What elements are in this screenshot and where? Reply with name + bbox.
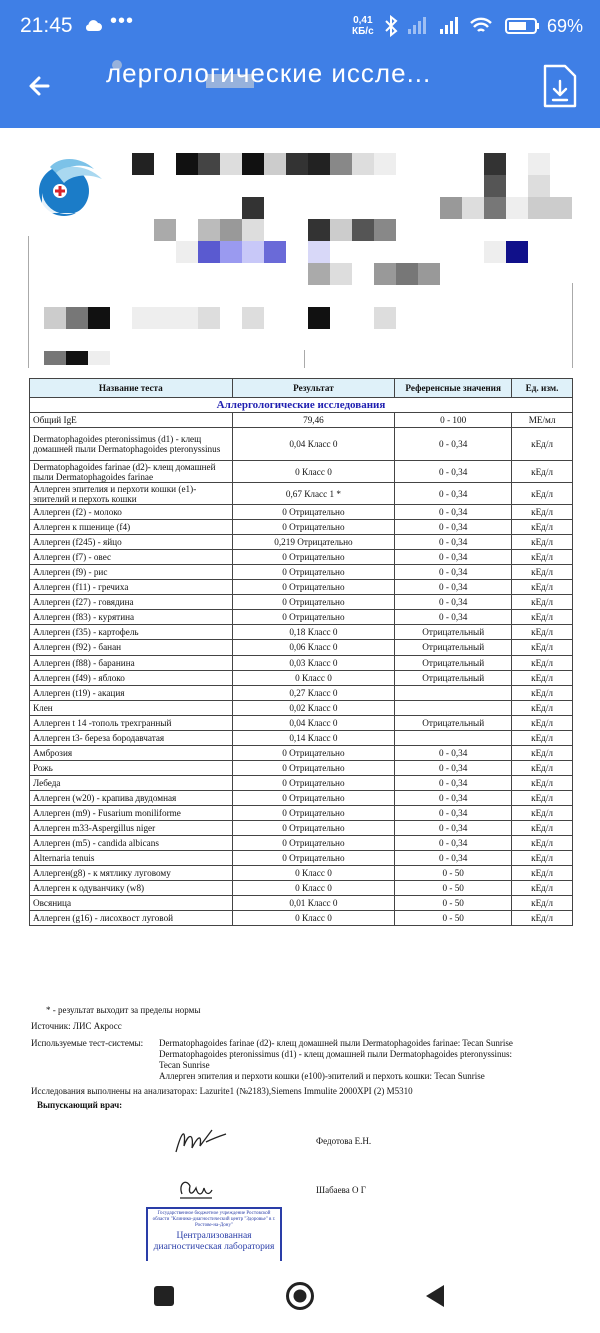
table-row (30, 685, 573, 700)
table-row (30, 520, 573, 535)
cell-test-name: Аллерген (f92) - банан (30, 640, 233, 655)
cell-test-name: Аллерген(g8) - к мятлику луговому (30, 866, 233, 881)
cell-test-name: Аллерген (f27) - говядина (30, 595, 233, 610)
cell-unit: кЕд/л (512, 851, 573, 866)
cell-result: 0 Класс 0 (232, 911, 395, 926)
cell-test-name: Рожь (30, 760, 233, 775)
cell-reference: Отрицательный (395, 670, 512, 685)
cell-result: 0,14 Класс 0 (232, 730, 395, 745)
table-header-row (30, 379, 573, 398)
back-arrow-icon[interactable] (22, 68, 58, 104)
cell-test-name: Аллерген (f2) - молоко (30, 505, 233, 520)
cell-result: 79,46 (232, 413, 395, 428)
network-speed-unit: КБ/с (352, 26, 374, 37)
table-row (30, 821, 573, 836)
cell-result: 0 Отрицательно (232, 610, 395, 625)
cell-unit: кЕд/л (512, 535, 573, 550)
table-row (30, 700, 573, 715)
table-row (30, 730, 573, 745)
cell-unit: кЕд/л (512, 760, 573, 775)
cell-reference: 0 - 100 (395, 413, 512, 428)
doctor-label: Выпускающий врач: (37, 1100, 123, 1110)
cell-unit: кЕд/л (512, 550, 573, 565)
cell-unit: кЕд/л (512, 565, 573, 580)
table-row (30, 625, 573, 640)
border-line (572, 283, 573, 368)
cell-reference: 0 - 0,34 (395, 836, 512, 851)
cell-reference: 0 - 0,34 (395, 505, 512, 520)
cell-result: 0 Отрицательно (232, 790, 395, 805)
cell-unit: кЕд/л (512, 896, 573, 911)
cell-unit: кЕд/л (512, 805, 573, 820)
cell-unit: кЕд/л (512, 730, 573, 745)
table-row (30, 483, 573, 505)
table-row (30, 428, 573, 461)
cell-reference: 0 - 0,34 (395, 775, 512, 790)
table-row (30, 715, 573, 730)
signal-icon-1 (408, 17, 426, 34)
cell-test-name: Овсяница (30, 896, 233, 911)
cell-test-name: Аллерген t3- береза бородавчатая (30, 730, 233, 745)
cell-test-name: Аллерген (m5) - candida albicans (30, 836, 233, 851)
table-row (30, 881, 573, 896)
cell-unit: кЕд/л (512, 595, 573, 610)
cell-reference: 0 - 0,34 (395, 790, 512, 805)
cell-reference: 0 - 0,34 (395, 595, 512, 610)
cell-unit: кЕд/л (512, 610, 573, 625)
cell-test-name: Dermatophagoides pteronissimus (d1) - клещ домашней пыли Dermatophagoides pteronyssinus (30, 428, 233, 461)
cell-reference: 0 - 0,34 (395, 461, 512, 483)
cell-unit: кЕд/л (512, 580, 573, 595)
border-line (304, 350, 305, 368)
cell-reference: 0 - 0,34 (395, 550, 512, 565)
signature-2 (176, 1176, 216, 1207)
signal-icon-2 (440, 17, 458, 34)
cell-reference: 0 - 0,34 (395, 520, 512, 535)
border-line (28, 236, 29, 368)
cell-result: 0 Класс 0 (232, 670, 395, 685)
test-system-line: Tecan Sunrise (159, 1060, 210, 1070)
cell-result: 0,01 Класс 0 (232, 896, 395, 911)
clinic-logo (30, 153, 112, 223)
cell-reference: 0 - 0,34 (395, 760, 512, 775)
cell-result: 0,04 Класс 0 (232, 715, 395, 730)
cell-test-name: Аллерген (f83) - курятина (30, 610, 233, 625)
table-row (30, 805, 573, 820)
signer-2-name: Шабаева О Г (316, 1185, 366, 1195)
cell-unit: кЕд/л (512, 483, 573, 505)
cell-result: 0 Отрицательно (232, 775, 395, 790)
table-row (30, 640, 573, 655)
cell-unit: кЕд/л (512, 700, 573, 715)
cell-result: 0,67 Класс 1 * (232, 483, 395, 505)
cell-test-name: Аллерген (f245) - яйцо (30, 535, 233, 550)
cell-unit: кЕд/л (512, 685, 573, 700)
navigation-bar (0, 1261, 600, 1333)
table-row (30, 760, 573, 775)
cell-test-name: Лебеда (30, 775, 233, 790)
cell-test-name: Аллерген (f11) - гречиха (30, 580, 233, 595)
cell-reference: Отрицательный (395, 625, 512, 640)
cell-test-name: Аллерген к одуванчику (w8) (30, 881, 233, 896)
table-row (30, 413, 573, 428)
cell-test-name: Амброзия (30, 745, 233, 760)
nav-back-icon[interactable] (424, 1283, 446, 1314)
analyzers-line: Исследования выполнены на анализаторах: Lazurite1 (№2183),Siemens Immulite 2000XPI (2) M5310 (31, 1086, 413, 1096)
cell-reference (395, 700, 512, 715)
table-row (30, 565, 573, 580)
cell-test-name: Аллерген эпителия и перхоти кошки (е1)-эпителий и перхоть кошки (30, 483, 233, 505)
table-row (30, 550, 573, 565)
cell-test-name: Аллерген m33-Aspergillus niger (30, 821, 233, 836)
cell-result: 0 Отрицательно (232, 520, 395, 535)
network-speed-value: 0,41 (353, 15, 373, 26)
cell-reference: 0 - 0,34 (395, 745, 512, 760)
cell-reference: 0 - 0,34 (395, 821, 512, 836)
cell-test-name: Аллерген (m9) - Fusarium moniliforme (30, 805, 233, 820)
status-bar (0, 0, 600, 52)
cell-result: 0 Отрицательно (232, 595, 395, 610)
cell-unit: МЕ/мл (512, 413, 573, 428)
cell-reference (395, 685, 512, 700)
download-icon[interactable] (541, 64, 577, 108)
cell-test-name: Dermatophagoides farinae (d2)- клещ домашней пыли Dermatophagoides farinae (30, 461, 233, 483)
header-result: Результат (232, 379, 395, 398)
cell-reference: 0 - 0,34 (395, 565, 512, 580)
table-row (30, 896, 573, 911)
cell-unit: кЕд/л (512, 881, 573, 896)
cell-reference: 0 - 0,34 (395, 483, 512, 505)
wifi-icon (471, 19, 491, 31)
cell-reference (395, 730, 512, 745)
cell-result: 0 Отрицательно (232, 745, 395, 760)
battery-icon (506, 19, 539, 33)
more-notifications-icon: ••• (110, 10, 135, 32)
cell-result: 0 Отрицательно (232, 550, 395, 565)
app-bar (0, 52, 600, 128)
cell-test-name: Аллерген (f88) - баранина (30, 655, 233, 670)
cell-result: 0 Отрицательно (232, 805, 395, 820)
header-reference: Референсные значения (395, 379, 512, 398)
cell-result: 0,04 Класс 0 (232, 428, 395, 461)
cell-test-name: Аллерген (g16) - лисохвост луговой (30, 911, 233, 926)
status-time: 21:45 (20, 14, 73, 37)
cell-test-name: Общий IgE (30, 413, 233, 428)
cell-test-name: Аллерген t 14 -тополь трехгранный (30, 715, 233, 730)
cell-test-name: Аллерген к пшенице (f4) (30, 520, 233, 535)
table-row (30, 535, 573, 550)
table-row (30, 866, 573, 881)
cell-unit: кЕд/л (512, 836, 573, 851)
recents-icon[interactable] (152, 1283, 176, 1314)
cell-reference: 0 - 50 (395, 896, 512, 911)
cell-reference: 0 - 0,34 (395, 535, 512, 550)
cell-unit: кЕд/л (512, 625, 573, 640)
cell-result: 0,06 Класс 0 (232, 640, 395, 655)
cell-test-name: Аллерген (f35) - картофель (30, 625, 233, 640)
cell-unit: кЕд/л (512, 866, 573, 881)
table-row (30, 580, 573, 595)
test-system-line: Аллерген эпителия и перхоти кошки (e100)-эпителий и перхоть кошки: Tecan Sunrise (159, 1071, 485, 1081)
cell-result: 0 Отрицательно (232, 851, 395, 866)
test-system-line: Dermatophagoides farinae (d2)- клещ домашней пыли Dermatophagoides farinae: Tecan Sunrise (159, 1038, 513, 1048)
table-row (30, 610, 573, 625)
cell-reference: Отрицательный (395, 715, 512, 730)
cell-reference: Отрицательный (395, 640, 512, 655)
system-icons (384, 14, 544, 38)
cell-test-name: Аллерген (w20) - крапива двудомная (30, 790, 233, 805)
cell-result: 0 Отрицательно (232, 760, 395, 775)
cell-result: 0 Отрицательно (232, 821, 395, 836)
network-speed (352, 15, 374, 37)
test-systems-label: Используемые тест-системы: (31, 1038, 144, 1048)
table-row (30, 595, 573, 610)
cell-result: 0,02 Класс 0 (232, 700, 395, 715)
section-row (30, 398, 573, 413)
header-unit: Ед. изм. (512, 379, 573, 398)
cell-test-name: Аллерген (f7) - овес (30, 550, 233, 565)
lab-stamp (146, 1207, 282, 1263)
table-row (30, 745, 573, 760)
cell-result: 0 Класс 0 (232, 461, 395, 483)
test-system-line: Dermatophagoides pteronissimus (d1) - клещ домашней пыли Dermatophagoides pteronyssinus: (159, 1049, 513, 1059)
cell-result: 0,03 Класс 0 (232, 655, 395, 670)
cell-unit: кЕд/л (512, 745, 573, 760)
cloud-icon (84, 17, 102, 37)
home-icon[interactable] (285, 1281, 315, 1316)
cell-result: 0 Отрицательно (232, 836, 395, 851)
table-row (30, 461, 573, 483)
cell-test-name: Аллерген (f9) - рис (30, 565, 233, 580)
cell-test-name: Клен (30, 700, 233, 715)
bluetooth-icon (386, 17, 396, 35)
cell-test-name: Аллерген (t19) - акация (30, 685, 233, 700)
table-row (30, 836, 573, 851)
cell-reference: Отрицательный (395, 655, 512, 670)
signer-1-name: Федотова Е.Н. (316, 1136, 372, 1146)
signature-1 (172, 1124, 232, 1163)
cell-unit: кЕд/л (512, 790, 573, 805)
table-row (30, 911, 573, 926)
table-row (30, 790, 573, 805)
cell-test-name: Alternaria tenuis (30, 851, 233, 866)
cell-unit: кЕд/л (512, 775, 573, 790)
document-viewer[interactable] (0, 128, 600, 1261)
cell-result: 0,27 Класс 0 (232, 685, 395, 700)
cell-result: 0,18 Класс 0 (232, 625, 395, 640)
cell-reference: 0 - 0,34 (395, 851, 512, 866)
cell-unit: кЕд/л (512, 461, 573, 483)
cell-test-name: Аллерген (f49) - яблоко (30, 670, 233, 685)
cell-result: 0 Класс 0 (232, 866, 395, 881)
table-row (30, 775, 573, 790)
battery-percentage: 69% (547, 16, 584, 36)
cell-reference: 0 - 0,34 (395, 805, 512, 820)
cell-unit: кЕд/л (512, 715, 573, 730)
cell-reference: 0 - 50 (395, 866, 512, 881)
cell-unit: кЕд/л (512, 428, 573, 461)
cell-reference: 0 - 0,34 (395, 580, 512, 595)
cell-unit: кЕд/л (512, 911, 573, 926)
stamp-small-text: Государственное бюджетное учреждение Ростовской области "Клинико-диагностический центр "Здоровье" в г. Ростове-на-Дону" (152, 1211, 276, 1228)
cell-reference: 0 - 50 (395, 881, 512, 896)
document-title: лергологические иссле... (106, 58, 432, 88)
table-row (30, 670, 573, 685)
cell-unit: кЕд/л (512, 655, 573, 670)
cell-result: 0 Отрицательно (232, 565, 395, 580)
cell-result: 0 Отрицательно (232, 505, 395, 520)
stamp-big-text: Централизованная диагностическая лаборатория (153, 1231, 275, 1252)
table-row (30, 851, 573, 866)
header-test-name: Название теста (30, 379, 233, 398)
cell-result: 0 Отрицательно (232, 580, 395, 595)
footnote: * - результат выходит за пределы нормы (46, 1005, 201, 1015)
cell-unit: кЕд/л (512, 505, 573, 520)
cell-result: 0 Класс 0 (232, 881, 395, 896)
results-table (29, 378, 573, 926)
table-row (30, 655, 573, 670)
cell-unit: кЕд/л (512, 520, 573, 535)
source-line: Источник: ЛИС Акросс (31, 1021, 122, 1031)
cell-reference: 0 - 50 (395, 911, 512, 926)
cell-unit: кЕд/л (512, 640, 573, 655)
cell-unit: кЕд/л (512, 670, 573, 685)
cell-reference: 0 - 0,34 (395, 428, 512, 461)
section-title: Аллергологические исследования (30, 398, 573, 413)
cell-reference: 0 - 0,34 (395, 610, 512, 625)
cell-unit: кЕд/л (512, 821, 573, 836)
cell-result: 0,219 Отрицательно (232, 535, 395, 550)
table-row (30, 505, 573, 520)
